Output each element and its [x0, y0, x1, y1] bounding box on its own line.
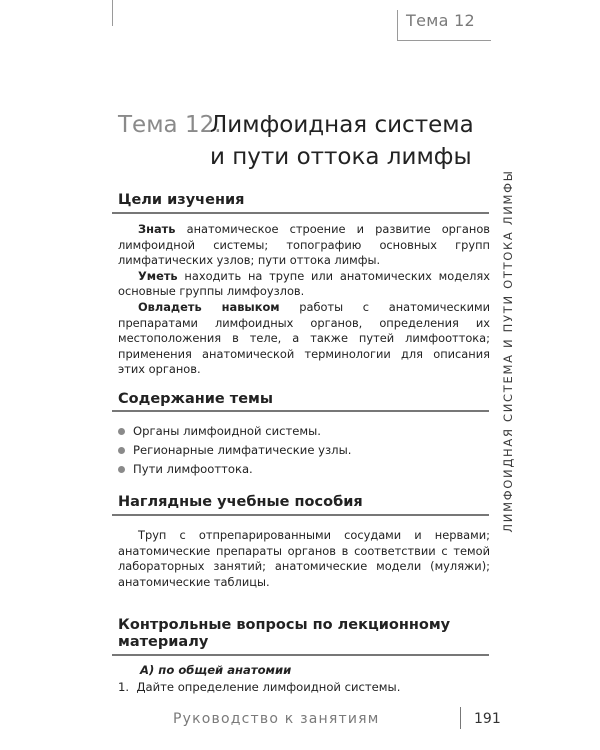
chapter-number: Тема 12. [118, 112, 222, 138]
questions-heading-line2: материалу [118, 634, 209, 650]
questions-subheading: А) по общей анатомии [140, 663, 292, 677]
goal-master: Овладеть навыком работы с анатомическими препаратами лимфоидных органов, определения их местоположения в теле, а также путей лимфооттока; применения анатомической терминологии для описания этих органов. [118, 299, 490, 377]
content-rule [112, 410, 489, 412]
running-header: Тема 12 [406, 11, 476, 30]
side-running-title [497, 168, 519, 533]
bullet-icon [118, 466, 125, 473]
goals-rule [112, 212, 489, 214]
header-rule [112, 0, 113, 26]
aids-rule [112, 514, 489, 516]
aids-heading: Наглядные учебные пособия [118, 494, 363, 510]
goal-be-able: Уметь находить на трупе или анатомических моделях основные группы лимфоузлов. [118, 268, 490, 299]
footer-divider [460, 707, 461, 729]
content-heading: Содержание темы [118, 391, 274, 407]
bullet-icon [118, 428, 125, 435]
side-title-text: ЛИМФОИДНАЯ СИСТЕМА И ПУТИ ОТТОКА ЛИМФЫ [501, 168, 515, 533]
question-item: 1. Дайте определение лимфоидной системы. [118, 680, 401, 694]
chapter-title-line1: Лимфоидная система [210, 112, 474, 138]
list-item: Регионарные лимфатические узлы. [118, 441, 351, 460]
content-list [118, 422, 351, 479]
bullet-icon [118, 447, 125, 454]
list-item: Пути лимфооттока. [118, 460, 351, 479]
chapter-title-line2: и пути оттока лимфы [210, 144, 472, 170]
questions-rule [112, 654, 489, 656]
goal-know: Знать анатомическое строение и развитие органов лимфоидной системы; топографию основных групп лимфатических узлов; пути оттока лимфы. [118, 222, 490, 268]
footer-book-title: Руководство к занятиям [173, 711, 380, 727]
aids-body: Труп с отпрепарированными сосудами и нервами; анатомические препараты органов в соответствии с темой лабораторных занятий; анатомические модели (муляжи); анатомические таблицы. [118, 528, 490, 589]
list-item: Органы лимфоидной системы. [118, 422, 351, 441]
page-number: 191 [474, 711, 501, 727]
questions-heading-line1: Контрольные вопросы по лекционному [118, 617, 451, 633]
goals-heading: Цели изучения [118, 192, 245, 208]
goals-body [118, 222, 490, 378]
